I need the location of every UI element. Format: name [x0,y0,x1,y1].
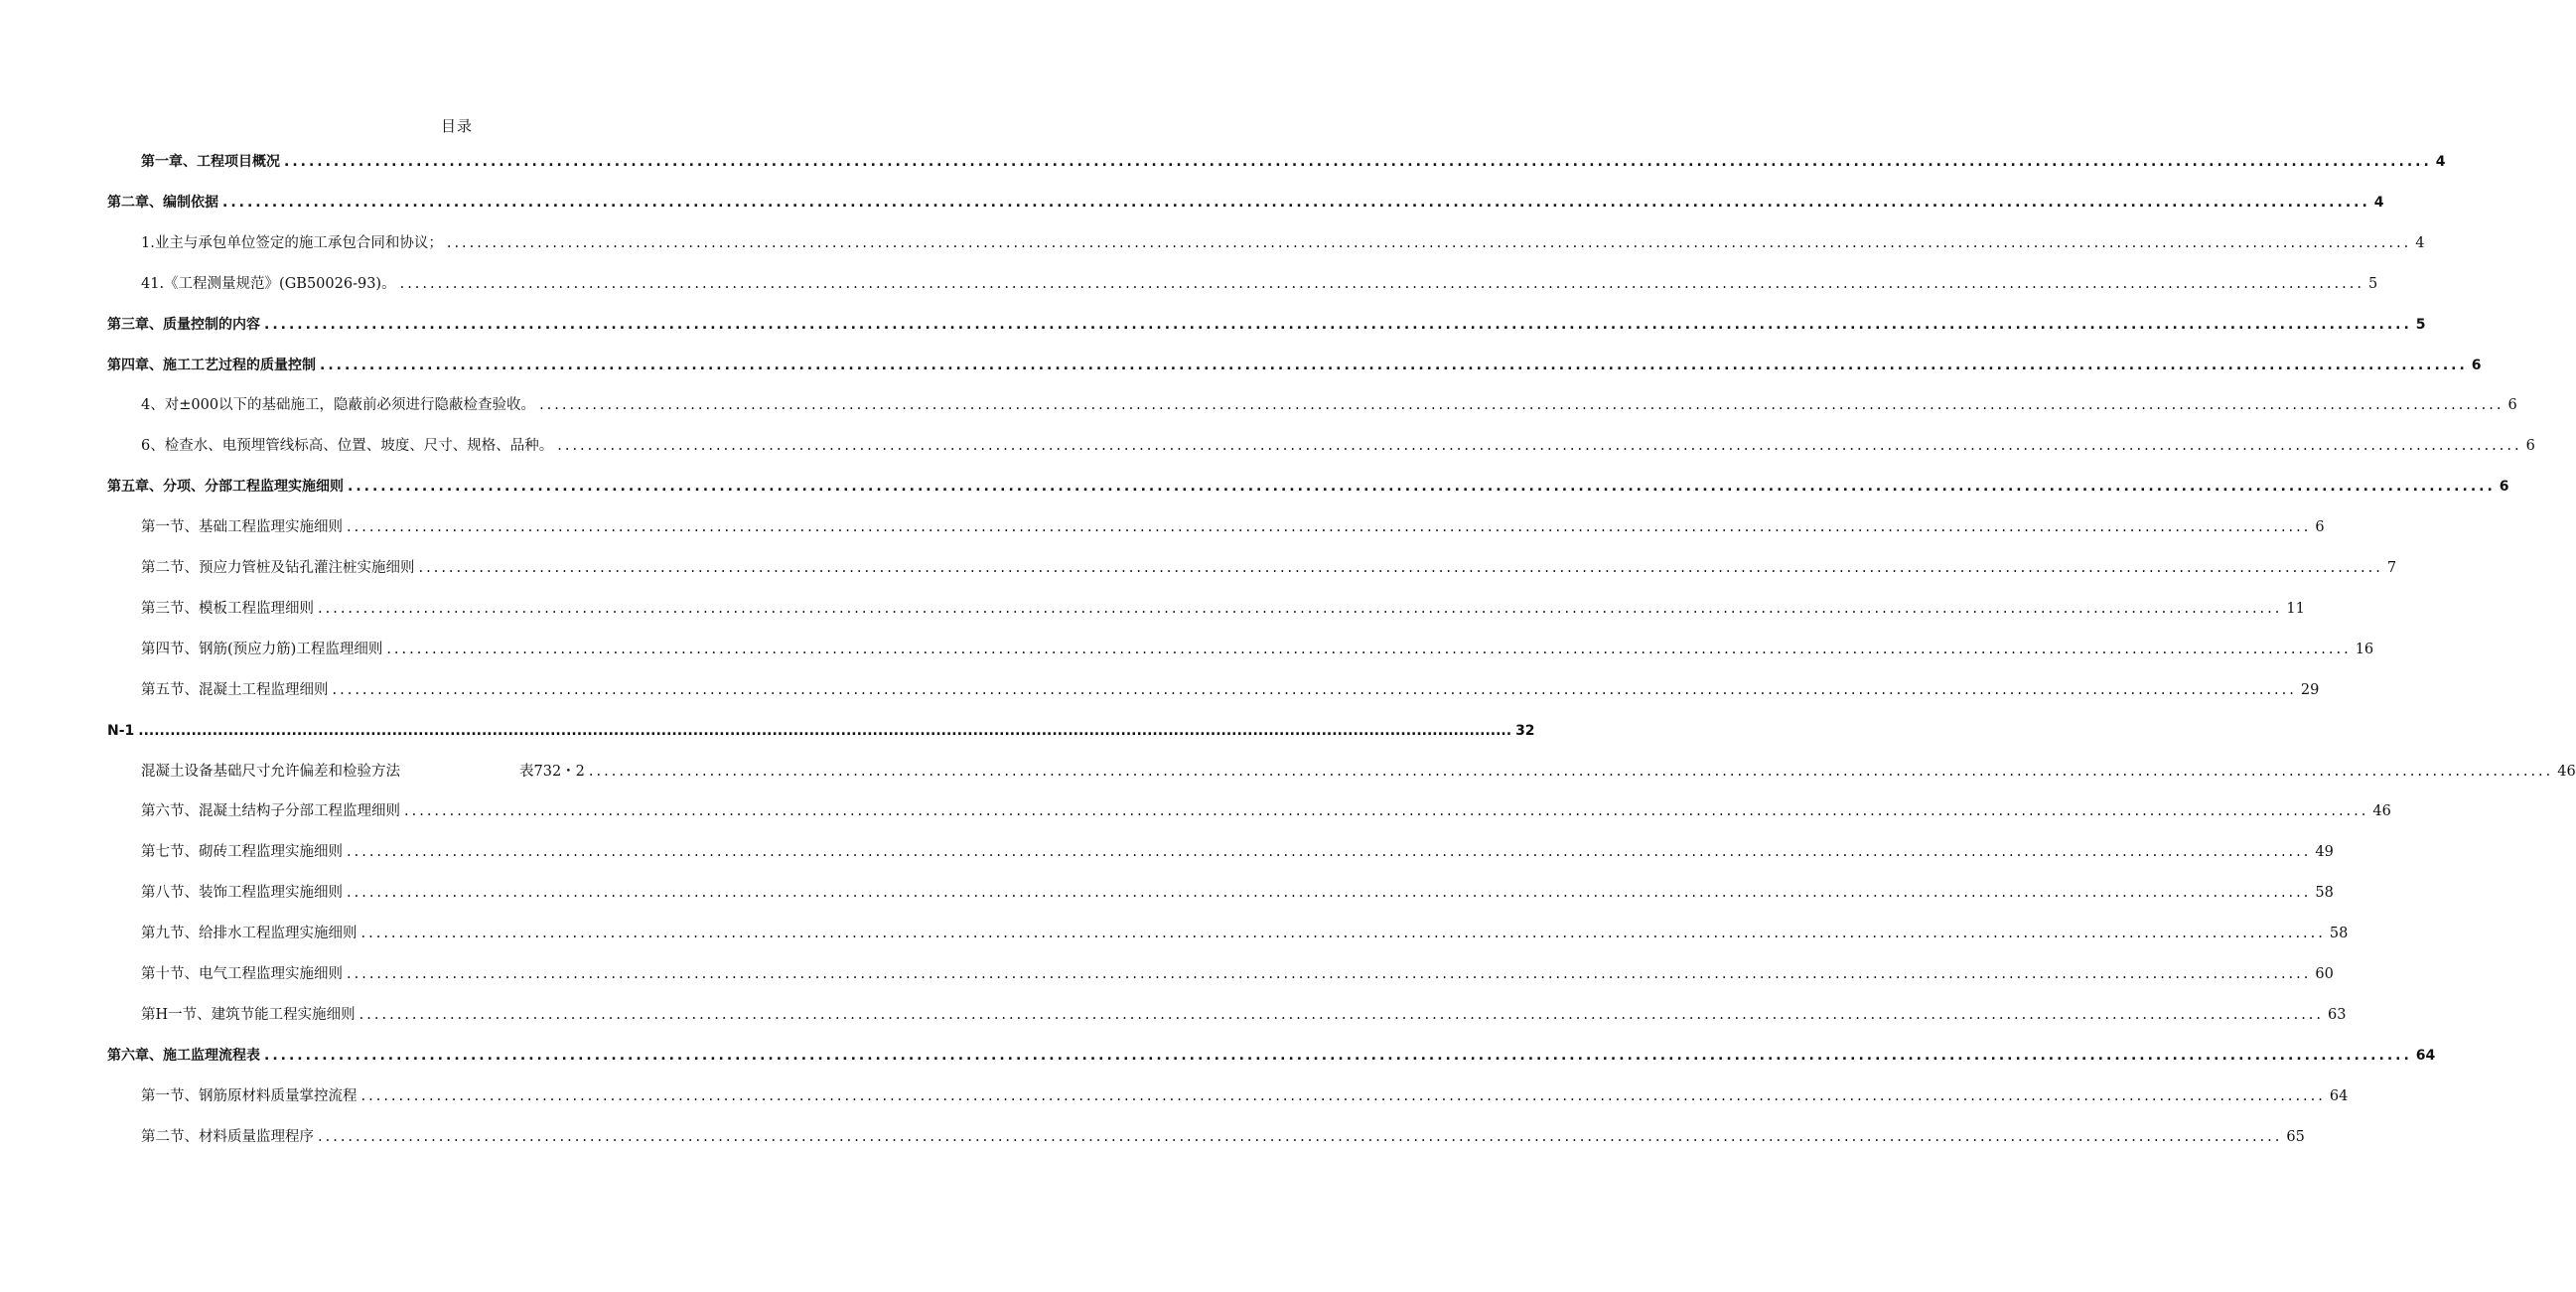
toc-entry-leader: .................................................................................................................................................................................................................................................................... [360,926,2326,941]
toc-entry-label: 第一章、工程项目概况 [141,154,280,170]
toc-entry-page-number: 64 [2415,1048,2436,1064]
toc-entry-label: 6、检查水、电预埋管线标高、位置、坡度、尺寸、规格、品种。 [141,438,554,454]
toc-entry-label: 第八节、装饰工程监理实施细则 [141,885,343,901]
toc-entry-page-number: 29 [2300,682,2320,698]
toc-entry-page-number: 32 [1515,723,1535,739]
toc-entry-label: 第三章、质量控制的内容 [107,317,260,333]
toc-entry[interactable] [141,1126,2305,1148]
toc-entry-label: 4、对±000以下的基础施工，隐蔽前必须进行隐蔽检查验收。 [141,397,536,413]
toc-entry[interactable] [107,476,2509,498]
toc-entry[interactable] [141,232,2425,254]
toc-entry-label: 第二节、预应力管桩及钻孔灌注桩实施细则 [141,560,415,576]
toc-entry-page-number: 4 [2435,154,2446,170]
toc-entry-leader: .................................................................................................................................................................................................................................................................... [358,1007,2325,1023]
toc-entry-leader: .................................................................................................................................................................................................................................................................... [348,479,2496,495]
toc-entry-leader: .................................................................................................................................................................................................................................................................... [347,885,2312,901]
toc-entry-page-number: 46 [2557,764,2576,780]
toc-entry[interactable] [107,314,2426,336]
toc-entry-leader: .................................................................................................................................................................................................................................................................... [347,519,2312,535]
toc-entry-label: 混凝土设备基础尺寸允许偏差和检验方法 [141,764,400,780]
toc-entry-leader: .................................................................................................................................................................................................................................................................... [418,560,2383,576]
toc-entry-leader: .................................................................................................................................................................................................................................................................... [222,195,2370,211]
toc-entry-leader: .................................................................................................................................................................................................................................................................... [318,601,2283,617]
toc-entry-page-number: 16 [2355,642,2374,657]
toc-entry[interactable] [141,882,2334,904]
toc-entry-leader: .................................................................................................................................................................................................................................................................... [318,1129,2283,1145]
toc-entry-page-number: 49 [2315,844,2334,860]
toc-entry[interactable] [141,151,2446,173]
toc-entry-label: 第七节、砌砖工程监理实施细则 [141,844,343,860]
toc-entry-leader: .................................................................................................................................................................................................................................................................... [264,317,2412,333]
toc-entry-page-number: 60 [2315,966,2334,982]
toc-entry-leader: .................................................................................................................................................................................................................................................................... [320,358,2468,373]
toc-entry-page-number: 6 [2471,358,2482,373]
toc-entry[interactable] [141,557,2397,579]
toc-entry-leader: .................................................................................................................................................................................................................................................................... [347,966,2312,982]
toc-entry-leader: .................................................................................................................................................................................................................................................................... [557,438,2522,454]
toc-entry-leader: .................................................................................................................................................................................................................................................................... [360,1088,2326,1104]
toc-entry[interactable] [141,435,2535,457]
toc-entry-page-number: 6 [2525,438,2535,454]
toc-entry-label: 第一节、钢筋原材料质量掌控流程 [141,1088,358,1104]
toc-entry-label: 1.业主与承包单位签定的施工承包合同和协议； [141,235,443,251]
toc-entry[interactable] [107,720,1535,742]
toc-entry-leader: .................................................................................................................................................................................................................................................................... [284,154,2432,170]
toc-entry[interactable] [141,598,2305,620]
toc-entry-label: 第五节、混凝土工程监理细则 [141,682,329,698]
toc-entry-label: 第二章、编制依据 [107,195,218,211]
toc-entry-label: 第六节、混凝土结构子分部工程监理细则 [141,803,400,819]
toc-entry[interactable] [141,1004,2347,1026]
toc-entry-label: 第H一节、建筑节能工程实施细则 [141,1007,356,1023]
toc-entry[interactable] [141,639,2374,660]
toc-entry[interactable] [107,355,2482,376]
toc-entry-label: 第十节、电气工程监理实施细则 [141,966,343,982]
toc-entry[interactable] [107,1045,2436,1067]
toc-entry[interactable] [141,1085,2349,1107]
toc-entry-label: 第六章、施工监理流程表 [107,1048,260,1064]
toc-entry-page-number: 63 [2328,1007,2347,1023]
toc-entry-page-number: 6 [2507,397,2517,413]
toc-entry[interactable] [141,761,2576,783]
toc-entry[interactable] [141,841,2334,863]
toc-entry-leader: .................................................................................................................................................................................................................................................................... [539,397,2504,413]
toc-entry-page-number: 4 [2415,235,2425,251]
toc-entry-leader: .................................................................................................................................................................................................................................................................... [446,235,2412,251]
toc-entry-leader: .................................................................................................................................................................................................................................................................... [386,642,2352,657]
toc-entry-page-number: 4 [2373,195,2384,211]
toc-entry[interactable] [141,923,2349,944]
toc-entry-leader: .................................................................................................................................................................................................................................................................... [332,682,2297,698]
toc-entry-leader: .................................................................................................................................................................................................................................................................... [404,803,2369,819]
toc-entry-label: 41.《工程测量规范》(GB50026-93)。 [141,276,396,292]
toc-entry-page-number: 65 [2286,1129,2305,1145]
toc-entry-label: 第三节、模板工程监理细则 [141,601,314,617]
toc-entry-page-number: 58 [2315,885,2334,901]
toc-entry-page-number: 7 [2386,560,2397,576]
toc-entry-page-number: 58 [2329,926,2349,941]
page-title: 目录 [440,117,473,135]
toc-entry-page-number: 6 [2499,479,2509,495]
toc-entry-page-number: 5 [2367,276,2378,292]
toc-entry[interactable] [141,679,2320,701]
toc-entry-leader: .................................................................................................................................................................................................................................................................... [347,844,2312,860]
toc-entry-leader: .................................................................................................................................................................................................................................................................... [138,723,1512,739]
toc-entry-leader: .................................................................................................................................................................................................................................................................... [264,1048,2412,1064]
toc-entry-label: 第五章、分项、分部工程监理实施细则 [107,479,344,495]
toc-entry-page-number: 46 [2372,803,2391,819]
toc-entry[interactable] [141,273,2378,295]
toc-entry[interactable] [141,516,2325,538]
toc-entry-leader: .................................................................................................................................................................................................................................................................... [588,764,2554,780]
toc-entry-label: 第九节、给排水工程监理实施细则 [141,926,358,941]
toc-entry-page-number: 6 [2315,519,2325,535]
toc-entry-leader: .................................................................................................................................................................................................................................................................... [399,276,2364,292]
toc-entry-label: 第二节、材料质量监理程序 [141,1129,314,1145]
toc-entry-label: 第四章、施工工艺过程的质量控制 [107,358,316,373]
toc-entry-label: 第一节、基础工程监理实施细则 [141,519,343,535]
toc-entry-page-number: 5 [2415,317,2426,333]
toc-entry-label: 第四节、钢筋(预应力筋)工程监理细则 [141,642,383,657]
toc-entry-page-number: 64 [2329,1088,2349,1104]
toc-entry[interactable] [141,800,2391,822]
toc-entry-page-number: 11 [2286,601,2305,617]
toc-entry[interactable] [141,963,2334,985]
toc-entry[interactable] [107,192,2384,214]
toc-entry-label: N-1 [107,723,135,739]
toc-entry-table-ref: 表732・2 [519,764,585,780]
toc-entry[interactable] [141,394,2517,416]
